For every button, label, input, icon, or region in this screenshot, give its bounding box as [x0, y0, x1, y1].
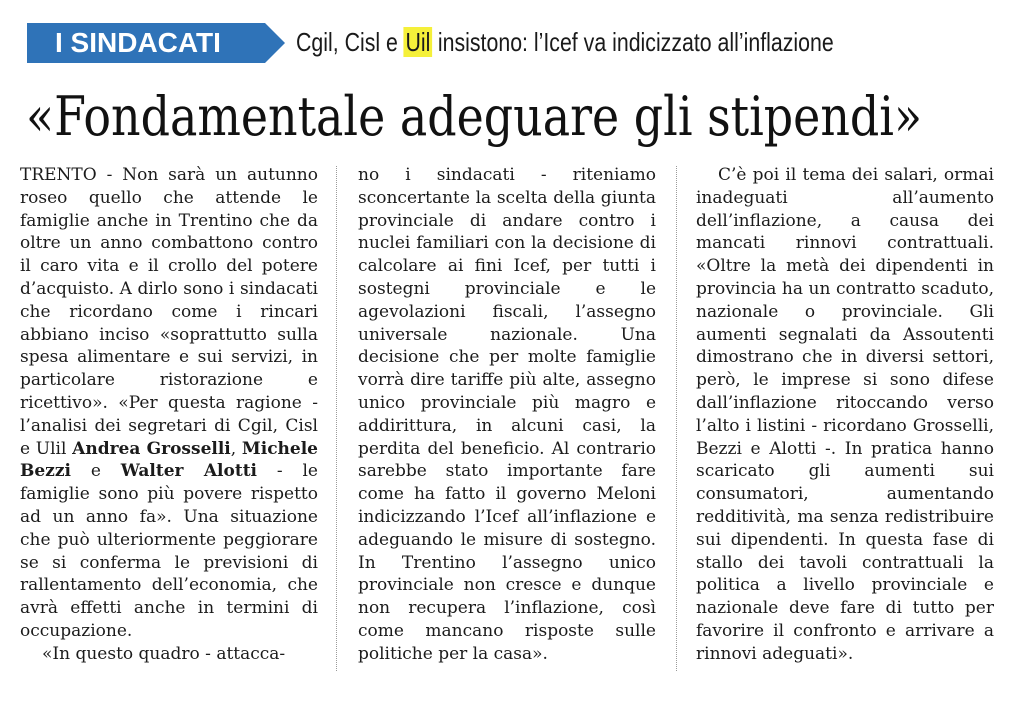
article-column-1 — [20, 164, 318, 666]
article-column-3 — [696, 164, 994, 666]
paragraph-text: TRENTO - Non sarà un autunno roseo quello che attende le famiglie anche in Trentino che da oltre un anno combattono contro il caro vita e il crollo del potere d’acquisto. A dirlo sono i sindacati che ricordano come i rincari abbiano inciso «soprattutto sulla spesa alimentare e sui servizi, in particolare ristorazione e ricettivo». «Per questa ragione - l’analisi dei segretari di Cgil, Cisl e Ulil — [20, 165, 318, 459]
person-name: Michele Bezzi — [20, 438, 318, 482]
separator-text: , — [230, 438, 242, 459]
subheadline — [296, 25, 834, 59]
subhead-text-after: insistono: l’Icef va indicizzato all’inflazione — [431, 27, 834, 57]
article-paragraph: «In questo quadro - attacca- — [42, 643, 286, 664]
separator-text: e — [70, 461, 121, 482]
subhead-text-before: Cgil, Cisl e — [296, 27, 404, 57]
column-divider — [336, 166, 337, 671]
kicker-label: I SINDACATI — [55, 27, 221, 58]
article-paragraph: C’è poi il tema dei salari, ormai inadeguati all’aumento dell’inflazione, a causa dei mancati rinnovi contrattuali. «Oltre la metà dei dipendenti in provincia ha un contratto scaduto, nazionale o provinciale. Gli aumenti segnalati da Assoutenti dimostrano che in diversi settori, però, le imprese si sono difese dall’inflazione ritoccando verso l’alto i listini - ricordano Grosselli, Bezzi e Alotti -. In pratica hanno scaricato gli aumenti sui consumatori, aumentando redditività, ma senza redistribuire sui dipendenti. In questa fase di stallo dei tavoli contrattuali la politica a livello provinciale e nazionale deve fare di tutto per favorire il confronto e arrivare a rinnovi adeguati». — [696, 165, 994, 664]
article-paragraph: no i sindacati - riteniamo sconcertante la scelta della giunta provinciale di andare contro i nuclei familiari con la decisione di calcolare ai fini Icef, per tutti i sostegni provinciale e le agevolazioni fiscali, l’assegno universale nazionale. Una decisione che per molte famiglie vorrà dire tariffe più alte, assegno unico provinciale più magro e addirittura, in alcuni casi, la perdita del beneficio. Al contrario sarebbe stato importante fare come ha fatto il governo Meloni indicizzando l’Icef all’inflazione e adeguando le misure di sostegno. In Trentino l’assegno unico provinciale non cresce e dunque non recupera l’inflazione, così come mancano risposte sulle politiche per la casa». — [358, 165, 656, 664]
section-kicker — [27, 23, 285, 63]
paragraph-text: - le famiglie sono più povere rispetto ad un anno fa». Una situazione che può ulteriormente peggiorare se si conferma le previsioni di rallentamento dell’economia, che avrà effetti anche in termini di occupazione. — [20, 461, 318, 641]
subhead-highlight: Uil — [405, 27, 431, 57]
article-column-2 — [358, 164, 656, 666]
headline: «Fondamentale adeguare gli stipendi» — [26, 85, 923, 148]
column-divider — [676, 166, 677, 671]
person-name: Andrea Grosselli — [72, 438, 231, 459]
article-paragraph — [20, 164, 318, 643]
person-name: Walter Alotti — [120, 461, 258, 482]
